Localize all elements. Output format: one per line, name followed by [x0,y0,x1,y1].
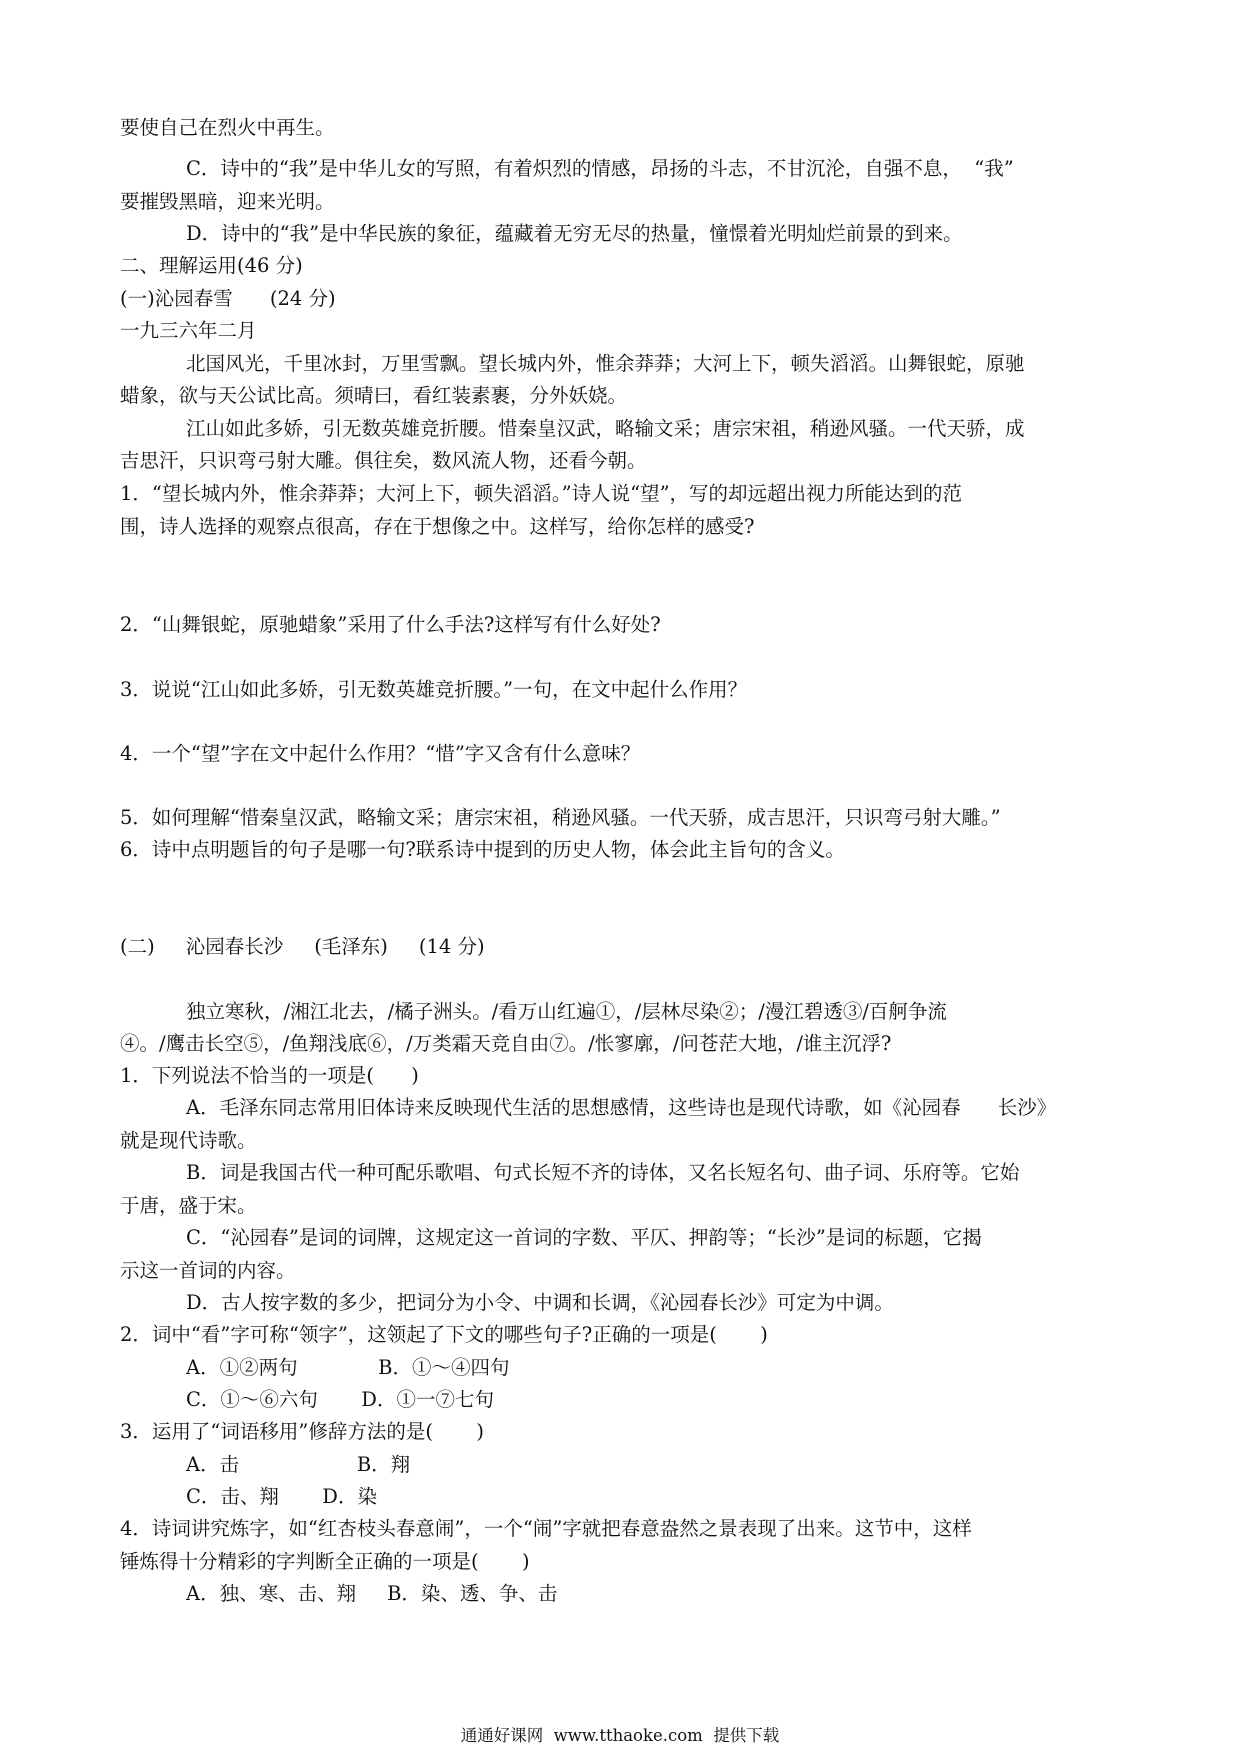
question-line: 围，诗人选择的观察点很高，存在于想像之中。这样写，给你怎样的感受? [120,515,755,538]
text-line: C．诗中的“我”是中华儿女的写照，有着炽烈的情感，昂扬的斗志，不甘沉沦，自强不息， “我” [186,157,1014,180]
poem-line: 吉思汗，只识弯弓射大雕。俱往矣，数风流人物，还看今朝。 [120,449,647,472]
option-line: A．毛泽东同志常用旧体诗来反映现代生活的思想感情，这些诗也是现代诗歌，如《沁园春 长沙》 [186,1096,1057,1119]
question-line: 1．“望长城内外，惟余莽莽；大河上下，顿失滔滔。”诗人说“望”，写的却远超出视力所能达到的范 [120,482,963,505]
option-line: A．独、寒、击、翔 B．染、透、争、击 [186,1582,558,1605]
page-footer: 通通好课网 www.tthaoke.com 提供下载 [460,1726,780,1745]
question-line: 2．“山舞银蛇，原驰蜡象”采用了什么手法?这样写有什么好处? [120,613,661,636]
option-line: 于唐，盛于宋。 [120,1194,257,1217]
poem-line: 江山如此多娇，引无数英雄竞折腰。惜秦皇汉武，略输文采；唐宗宋祖，稍逊风骚。一代天骄，成 [186,417,1025,440]
option-line: A．①②两句 B．①～④四句 [186,1356,510,1379]
option-line: 示这一首词的内容。 [120,1259,296,1282]
text-line: 要摧毁黑暗，迎来光明。 [120,190,335,213]
poem-line: ④。/鹰击长空⑤，/鱼翔浅底⑥，/万类霜天竞自由⑦。/怅寥廓，/问苍茫大地，/谁主沉浮? [120,1032,892,1055]
option-line: A．击 B．翔 [186,1453,411,1476]
question-line: 4．一个“望”字在文中起什么作用？“惜”字又含有什么意味？ [120,742,641,765]
question-line: 5．如何理解“惜秦皇汉武，略输文采；唐宗宋祖，稍逊风骚。一代天骄，成吉思汗，只识弯弓射大雕。” [120,806,1001,829]
section-heading: 二、理解运用(46 分) [120,254,303,277]
subsection-heading: (二) 沁园春长沙 (毛泽东) (14 分) [120,935,485,958]
option-line: C．①～⑥六句 D．①一⑦七句 [186,1388,494,1411]
question-line: 3．运用了“词语移用”修辞方法的是( ) [120,1420,484,1443]
question-line: 1．下列说法不恰当的一项是( ) [120,1064,419,1087]
poem-line: 蜡象，欲与天公试比高。须晴曰，看红装素裹，分外妖娆。 [120,384,628,407]
poem-line: 独立寒秋，/湘江北去，/橘子洲头。/看万山红遍①，/层林尽染②；/漫江碧透③/百舸争流 [186,1000,947,1023]
option-line: D．古人按字数的多少，把词分为小令、中调和长调，《沁园春长沙》可定为中调。 [186,1291,894,1314]
question-line: 2．词中“看”字可称“领字”，这领起了下文的哪些句子?正确的一项是( ) [120,1323,768,1346]
option-line: B．词是我国古代一种可配乐歌唱、句式长短不齐的诗体，又名长短名句、曲子词、乐府等。它始 [186,1161,1020,1184]
question-line: 3．说说“江山如此多娇，引无数英雄竞折腰。”一句，在文中起什么作用？ [120,678,748,701]
poem-date: 一九三六年二月 [120,319,257,342]
text-line: 要使自己在烈火中再生。 [120,116,335,139]
text-line: D．诗中的“我”是中华民族的象征，蕴藏着无穷无尽的热量，憧憬着光明灿烂前景的到来。 [186,222,963,245]
question-line: 6．诗中点明题旨的句子是哪一句?联系诗中提到的历史人物，体会此主旨句的含义。 [120,838,845,861]
question-line: 锤炼得十分精彩的字判断全正确的一项是( ) [120,1550,530,1573]
subsection-heading: (一)沁园春雪 (24 分) [120,287,336,310]
question-line: 4．诗词讲究炼字，如“红杏枝头春意闹”，一个“闹”字就把春意盎然之景表现了出来。这节中，这样 [120,1517,972,1540]
poem-line: 北国风光，千里冰封，万里雪飘。望长城内外，惟余莽莽；大河上下，顿失滔滔。山舞银蛇，原驰 [186,352,1025,375]
option-line: C．击、翔 D．染 [186,1485,377,1508]
option-line: C．“沁园春”是词的词牌，这规定这一首词的字数、平仄、押韵等；“长沙”是词的标题，它揭 [186,1226,982,1249]
option-line: 就是现代诗歌。 [120,1129,257,1152]
